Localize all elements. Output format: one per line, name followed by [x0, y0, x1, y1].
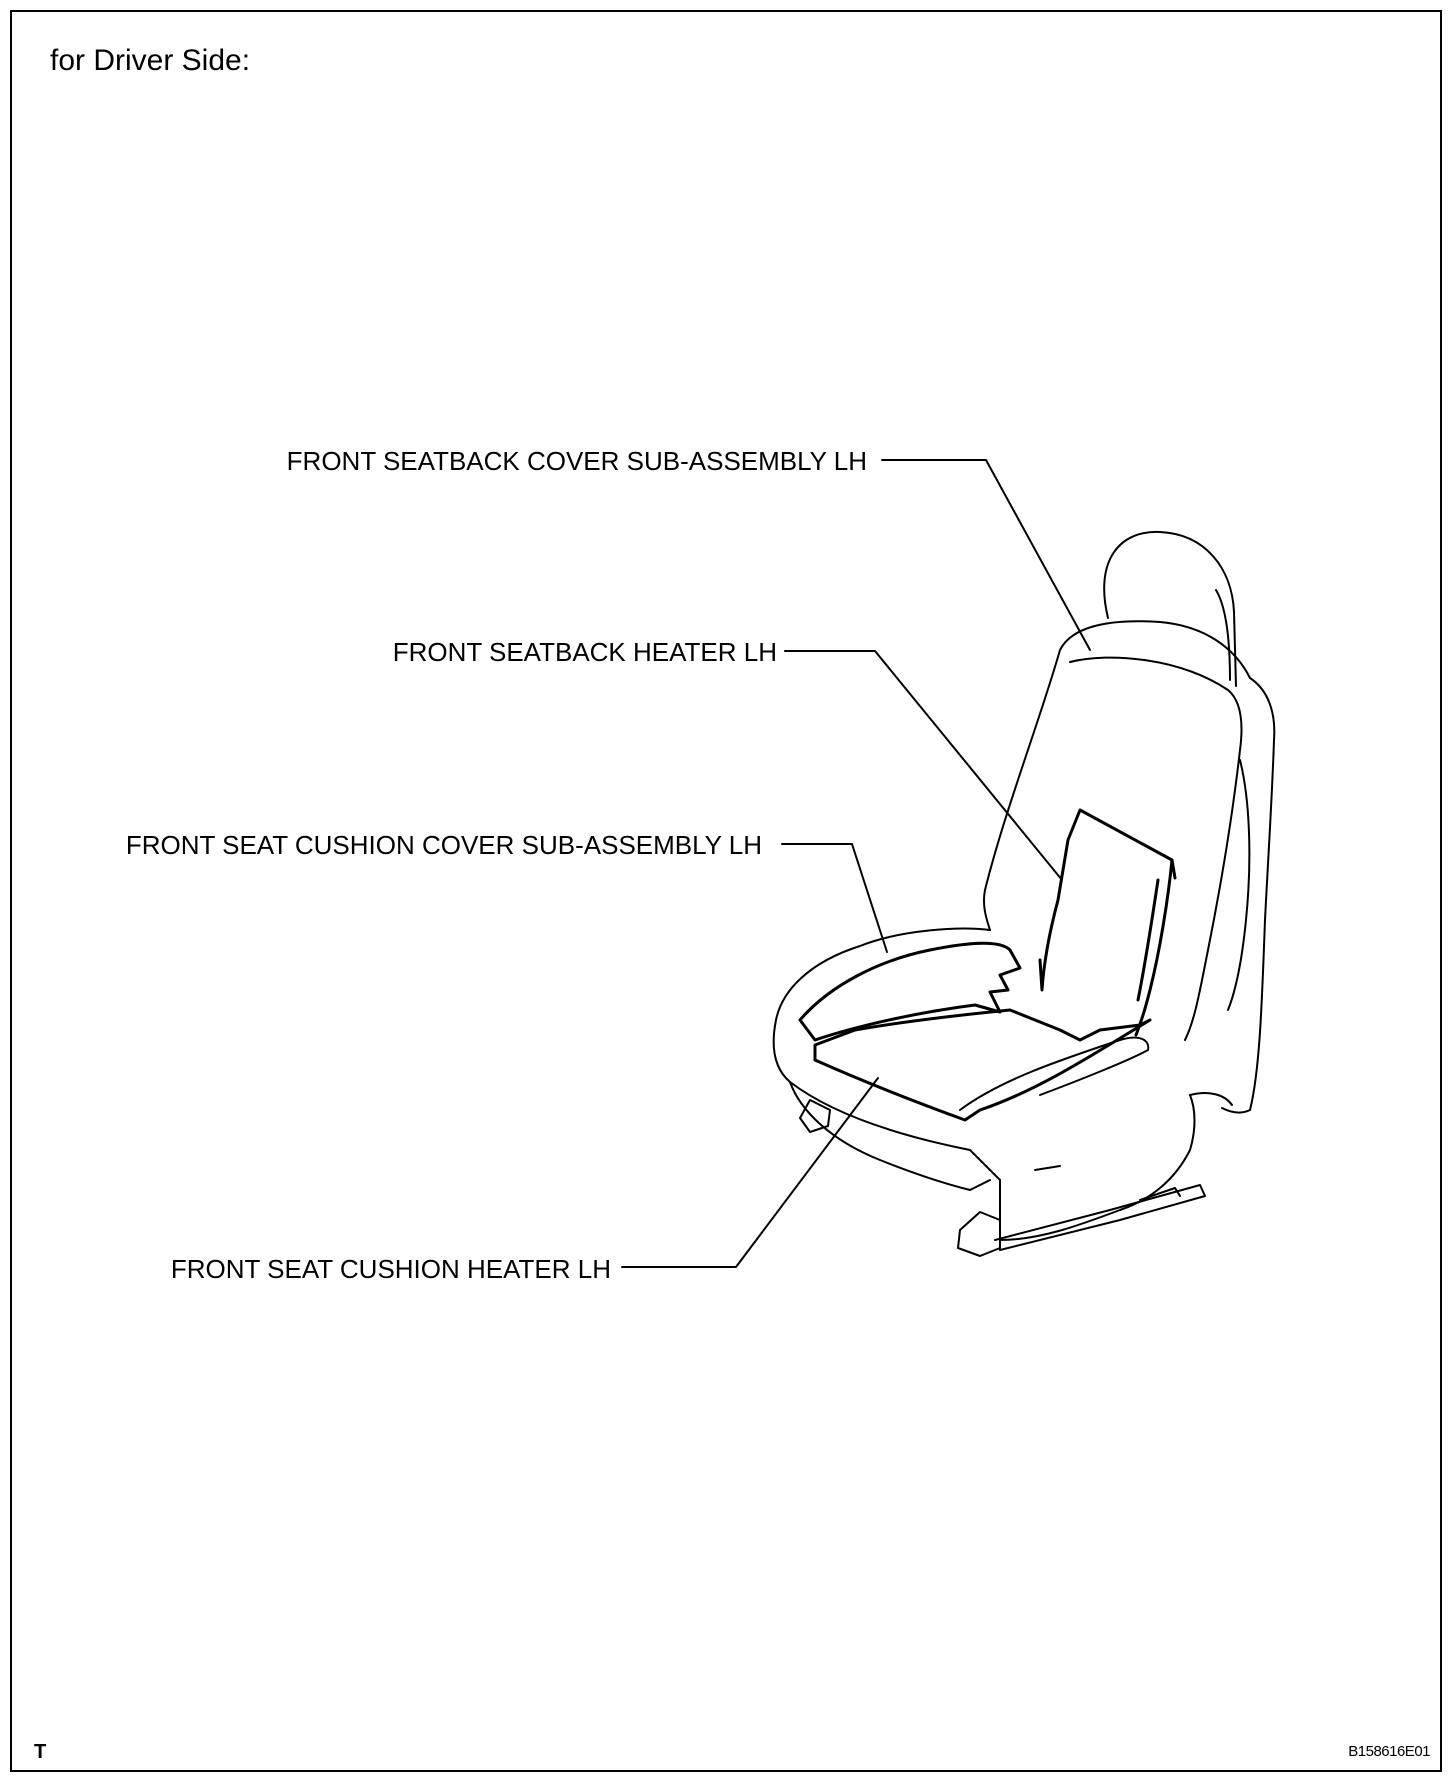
- seat-cushion-outline: [774, 929, 1000, 1180]
- headrest-side: [1216, 590, 1230, 680]
- label-front-seatback-cover: FRONT SEATBACK COVER SUB-ASSEMBLY LH: [286, 446, 867, 476]
- seatback-inner-panel: [1070, 658, 1242, 1040]
- leader-cushion-cover: [782, 844, 887, 952]
- leader-lines: [622, 460, 1090, 1267]
- leader-cushion-heater: [622, 1078, 878, 1267]
- corner-mark: T: [34, 1741, 47, 1763]
- seatback-bolster: [1228, 760, 1249, 1010]
- diagram-heading: for Driver Side:: [50, 44, 251, 77]
- label-front-seat-cushion-cover: FRONT SEAT CUSHION COVER SUB-ASSEMBLY LH: [125, 830, 762, 860]
- headrest: [1104, 532, 1236, 686]
- seat-cushion-side-bolster: [960, 1038, 1148, 1110]
- leader-seatback-cover: [882, 460, 1090, 650]
- label-front-seat-cushion-heater: FRONT SEAT CUSHION HEATER LH: [170, 1254, 611, 1284]
- leader-seatback-heater: [785, 651, 1062, 880]
- seat-side-trim: [1190, 1093, 1232, 1105]
- figure-code: B158616E01: [1348, 1743, 1430, 1760]
- seat-rail: [800, 1100, 1205, 1256]
- seatback-left-edge: [984, 650, 1060, 930]
- seatback-outline: [1060, 621, 1274, 1112]
- seatback-heater: [1040, 810, 1175, 1035]
- seat-side-shell: [1000, 1095, 1195, 1240]
- seat-lever: [1035, 1166, 1060, 1170]
- seat-cushion-front: [790, 1082, 990, 1190]
- label-front-seatback-heater: FRONT SEATBACK HEATER LH: [392, 637, 777, 667]
